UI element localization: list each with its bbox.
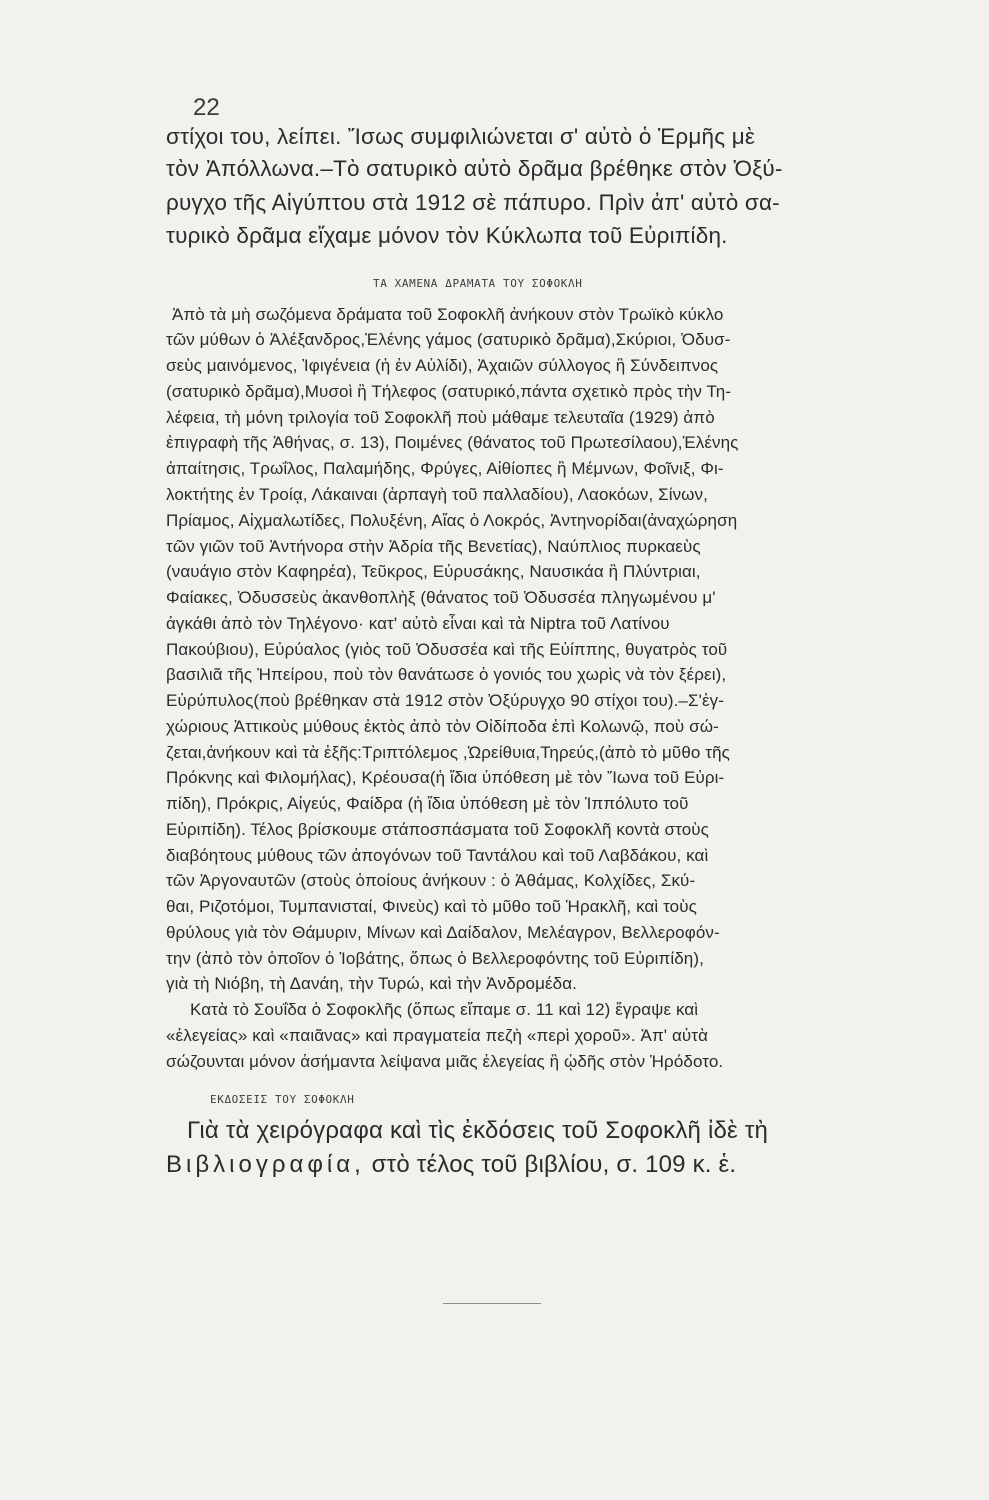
text-line: τῶν γιῶν τοῦ Ἀντήνορα στὴν Ἀδρία τῆς Βενετίας), Ναύπλιος πυρκαεὺς <box>166 537 701 556</box>
text-line: σεὺς μαινόμενος, Ἰφιγένεια (ἡ ἐν Αὐλίδι), Ἀχαιῶν σύλλογος ἢ Σύνδειπνος <box>166 356 719 375</box>
text-line: στίχοι του, λείπει. Ἴσως συμφιλιώνεται σ' αὐτὸ ὁ Ἑρμῆς μὲ <box>166 124 756 149</box>
text-line: σώζουνται μόνον ἀσήμαντα λείψανα μιᾶς ἐλεγείας ἢ ᾠδῆς στὸν Ἡρόδοτο. <box>166 1052 724 1071</box>
text-line: Πρίαμος, Αἰχμαλωτίδες, Πολυξένη, Αἴας ὁ Λοκρός, Ἀντηνορίδαι(ἀναχώρηση <box>166 511 738 530</box>
text-line: ἀπαίτησις, Τρωΐλος, Παλαμήδης, Φρύγες, Αἰθίοπες ἢ Μέμνων, Φοῖνιξ, Φι- <box>166 459 724 478</box>
text-line: ζεται,ἀνήκουν καὶ τὰ ἑξῆς:Τριπτόλεμος ,Ὠρείθυια,Τηρεύς,(ἀπὸ τὸ μῦθο τῆς <box>166 743 730 762</box>
page-number: 22 <box>193 94 220 121</box>
bibliography-word: Βιβλιογραφία, <box>166 1151 365 1178</box>
text-line: Πρόκνης καὶ Φιλομήλας), Κρέουσα(ἡ ἴδια ὑπόθεση μὲ τὸν Ἴωνα τοῦ Εὐρι- <box>166 768 725 787</box>
text-line: «ἐλεγείας» καὶ «παιᾶνας» καὶ πραγματεία πεζὴ «περὶ χοροῦ». Ἀπ' αὐτὰ <box>166 1026 709 1045</box>
text-line: (ναυάγιο στὸν Καφηρέα), Τεῦκρος, Εὐρυσάκης, Ναυσικάα ἢ Πλύντριαι, <box>166 562 701 581</box>
text-line: Γιὰ τὰ χειρόγραφα καὶ τὶς ἐκδόσεις τοῦ Σοφοκλῆ ἰδὲ τὴ <box>187 1117 769 1144</box>
text-line: πίδη), Πρόκρις, Αἰγεύς, Φαίδρα (ἡ ἴδια ὑπόθεση μὲ τὸν Ἱππόλυτο τοῦ <box>166 794 689 813</box>
text-line: τῶν μύθων ὁ Ἀλέξανδρος,Ἑλένης γάμος (σατυρικὸ δρᾶμα),Σκύριοι, Ὀδυσ- <box>166 330 731 349</box>
text-line: τῶν Ἀργοναυτῶν (στοὺς ὁποίους ἀνήκουν : ὁ Ἀθάμας, Κολχίδες, Σκύ- <box>166 871 696 890</box>
text-line: Εὐριπίδη). Τέλος βρίσκουμε στάποσπάσματα τοῦ Σοφοκλῆ κοντὰ στοὺς <box>166 820 709 839</box>
text-line <box>166 1151 906 1179</box>
text-line: θαι, Ριζοτόμοι, Τυμπανισταί, Φινεὺς) καὶ τὸ μῦθο τοῦ Ἡρακλῆ, καὶ τοὺς <box>166 897 697 916</box>
bibliography-reference: στὸ τέλος τοῦ βιβλίου, σ. 109 κ. ἑ. <box>371 1151 737 1178</box>
section-heading-lost-dramas: ΤΑ ΧΑΜΕΝΑ ΔΡΑΜΑΤΑ ΤΟΥ ΣΟΦΟΚΛΗ <box>373 277 583 290</box>
text-line: Εὐρύπυλος(ποὺ βρέθηκαν στὰ 1912 στὸν Ὀξύρυγχο 90 στίχοι του).–Σ'ἐγ- <box>166 691 724 710</box>
text-line: Ἀπὸ τὰ μὴ σωζόμενα δράματα τοῦ Σοφοκλῆ ἀνήκουν στὸν Τρωϊκὸ κύκλο <box>172 305 724 324</box>
text-line: την (ἀπὸ τὸν ὁποῖον ὁ Ἰοβάτης, ὅπως ὁ Βελλεροφόντης τοῦ Εὐριπίδη), <box>166 949 704 968</box>
text-line: λέφεια, τὴ μόνη τριλογία τοῦ Σοφοκλῆ ποὺ μάθαμε τελευταῖα (1929) ἀπὸ <box>166 408 715 427</box>
text-line: (σατυρικὸ δρᾶμα),Μυσοὶ ἢ Τήλεφος (σατυρικό,πάντα σχετικὸ πρὸς τὴν Τη- <box>166 382 732 401</box>
text-line: γιὰ τὴ Νιόβη, τὴ Δανάη, τὴν Τυρώ, καὶ τὴν Ἀνδρομέδα. <box>166 974 577 993</box>
text-line: Κατὰ τὸ Σουΐδα ὁ Σοφοκλῆς (ὅπως εἴπαμε σ. 11 καὶ 12) ἔγραψε καὶ <box>190 1000 699 1019</box>
text-line: χώριους Ἀττικοὺς μύθους ἐκτὸς ἀπὸ τὸν Οἰδίποδα ἐπὶ Κολωνῷ, ποὺ σώ- <box>166 717 719 736</box>
text-line: Φαίακες, Ὀδυσσεὺς ἀκανθοπλὴξ (θάνατος τοῦ Ὀδυσσέα πληγωμένου μ' <box>166 588 716 607</box>
text-line: λοκτήτης ἐν Τροίᾳ, Λάκαιναι (ἁρπαγὴ τοῦ παλλαδίου), Λαοκόων, Σίνων, <box>166 485 708 504</box>
text-line: ρυγχο τῆς Αἰγύπτου στὰ 1912 σὲ πάπυρο. Πρὶν ἀπ' αὐτὸ σα- <box>166 190 780 215</box>
text-line: ἐπιγραφὴ τῆς Ἀθήνας, σ. 13), Ποιμένες (θάνατος τοῦ Πρωτεσίλαου),Ἑλένης <box>166 433 739 452</box>
end-rule <box>443 1303 541 1304</box>
text-line: ἀγκάθι ἀπὸ τὸν Τηλέγονο· κατ' αὐτὸ εἶναι καὶ τὰ Niptra τοῦ Λατίνου <box>166 614 670 633</box>
section-heading-editions: ΕΚΔΟΣΕΙΣ ΤΟΥ ΣΟΦΟΚΛΗ <box>210 1093 355 1106</box>
text-line: θρύλους γιὰ τὸν Θάμυριν, Μίνων καὶ Δαίδαλον, Μελέαγρον, Βελλεροφόν- <box>166 923 720 942</box>
text-line: βασιλιᾶ τῆς Ἠπείρου, ποὺ τὸν θανάτωσε ὁ γονιός του χωρὶς νὰ τὸν ξέρει), <box>166 665 727 684</box>
text-line: Πακούβιου), Εὐρύαλος (γιὸς τοῦ Ὀδυσσέα καὶ τῆς Εὐίππης, θυγατρὸς τοῦ <box>166 640 728 659</box>
text-line: διαβόητους μύθους τῶν ἀπογόνων τοῦ Ταντάλου καὶ τοῦ Λαβδάκου, καὶ <box>166 846 709 865</box>
text-line: τὸν Ἀπόλλωνα.–Τὸ σατυρικὸ αὐτὸ δρᾶμα βρέθηκε στὸν Ὀξύ- <box>166 156 783 181</box>
text-line: τυρικὸ δρᾶμα εἴχαμε μόνον τὸν Κύκλωπα τοῦ Εὐριπίδη. <box>166 223 728 248</box>
